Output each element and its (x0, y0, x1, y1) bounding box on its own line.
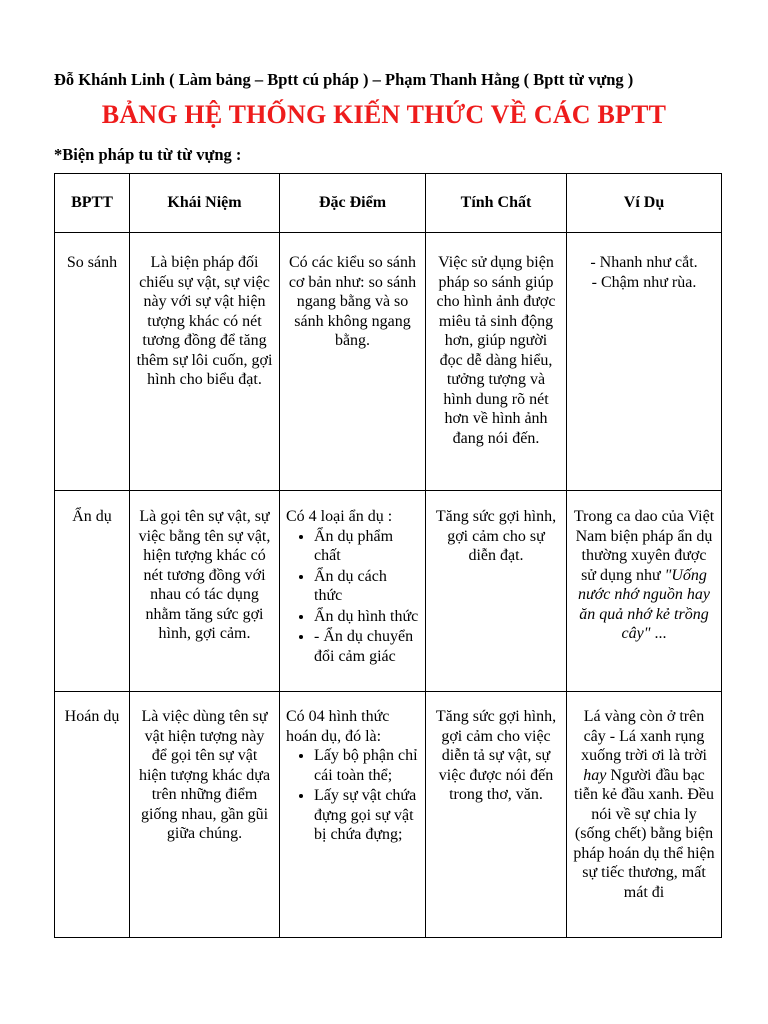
features-cell (280, 692, 426, 938)
properties-cell: Việc sử dụng biện pháp so sánh giúp cho hình ảnh được miêu tả sinh động hơn, giúp người đọc dễ dàng hiểu, tưởng tượng và hình dung rõ nét hơn về hình ảnh đang nói đến. (426, 233, 567, 491)
example-cell (567, 233, 722, 491)
table-row (55, 491, 722, 692)
bptt-name-cell: Hoán dụ (55, 692, 130, 938)
example-quote: "Uống nước nhớ nguồn hay ăn quả nhớ kẻ trồng cây" (577, 566, 710, 642)
example-text: Lá vàng còn ở trên cây - Lá xanh rụng xuống trời ơi là trời (581, 708, 707, 764)
features-cell (280, 491, 426, 692)
features-cell: Có các kiểu so sánh cơ bản như: so sánh ngang bằng và so sánh không ngang bằng. (280, 233, 426, 491)
authors-line: Đỗ Khánh Linh ( Làm bảng – Bptt cú pháp ) – Phạm Thanh Hằng ( Bptt từ vựng ) (54, 70, 634, 89)
list-item: • Lấy bộ phận chỉ cái toàn thể; (314, 746, 419, 785)
example-cell (567, 692, 722, 938)
example-text: Trong ca dao của Việt Nam biện pháp ẩn dụ thường xuyên được sử dụng như (573, 508, 715, 584)
properties-cell: Tăng sức gợi hình, gợi cảm cho sự diễn đạt. (426, 491, 567, 692)
bptt-name-cell: So sánh (55, 233, 130, 491)
column-header: BPTT (55, 174, 130, 233)
example-italic-word: hay (583, 766, 607, 784)
list-item: • Ẩn dụ cách thức (314, 567, 419, 606)
example-line: - Nhanh như cắt. (590, 254, 698, 271)
table-row (55, 692, 722, 938)
example-line: - Chậm như rùa. (591, 273, 697, 291)
column-header: Ví Dụ (567, 174, 722, 233)
example-cell (567, 491, 722, 692)
column-header: Khái Niệm (130, 174, 280, 233)
bptt-name-cell: Ẩn dụ (55, 491, 130, 692)
section-heading: *Biện pháp tu từ từ vựng : (54, 145, 242, 164)
properties-cell: Tăng sức gợi hình, gợi cảm cho việc diễn tả sự vật, sự việc được nói đến trong thơ, văn. (426, 692, 567, 938)
column-header: Tính Chất (426, 174, 567, 233)
list-item: • - Ẩn dụ chuyển đổi cảm giác (314, 627, 419, 666)
features-list (286, 527, 419, 667)
knowledge-table (54, 173, 722, 938)
features-list (286, 746, 419, 845)
column-header: Đặc Điểm (280, 174, 426, 233)
list-item: • Ẩn dụ hình thức (314, 607, 419, 627)
concept-cell: Là gọi tên sự vật, sự việc bằng tên sự vật, hiện tượng khác có nét tương đồng với nhau có tác dụng nhằm tăng sức gợi hình, gợi cảm. (130, 491, 280, 692)
example-text: Người đầu bạc tiễn kẻ đầu xanh. Đều nói về sự chia ly (sống chết) bằng biện pháp hoán dụ thể hiện sự tiếc thương, mất mát đi (573, 766, 715, 901)
concept-cell: Là việc dùng tên sự vật hiện tượng này để gọi tên sự vật hiện tượng khác dựa trên những điểm giống nhau, gần gũi giữa chúng. (130, 692, 280, 938)
features-intro: Có 4 loại ẩn dụ : (286, 508, 393, 525)
page-title: BẢNG HỆ THỐNG KIẾN THỨC VỀ CÁC BPTT (101, 100, 667, 129)
example-ellipsis: ... (650, 625, 667, 642)
table-row (55, 233, 722, 491)
features-intro: Có 04 hình thức hoán dụ, đó là: (286, 708, 390, 745)
list-item: • Lấy sự vật chứa đựng gọi sự vật bị chứa đựng; (314, 786, 419, 845)
concept-cell: Là biện pháp đối chiếu sự vật, sự việc này với sự vật hiện tượng khác có nét tương đồng để tăng thêm sự lôi cuốn, gợi hình cho biểu đạt. (130, 233, 280, 491)
table-header-row (55, 174, 722, 233)
list-item: • Ẩn dụ phẩm chất (314, 527, 419, 566)
